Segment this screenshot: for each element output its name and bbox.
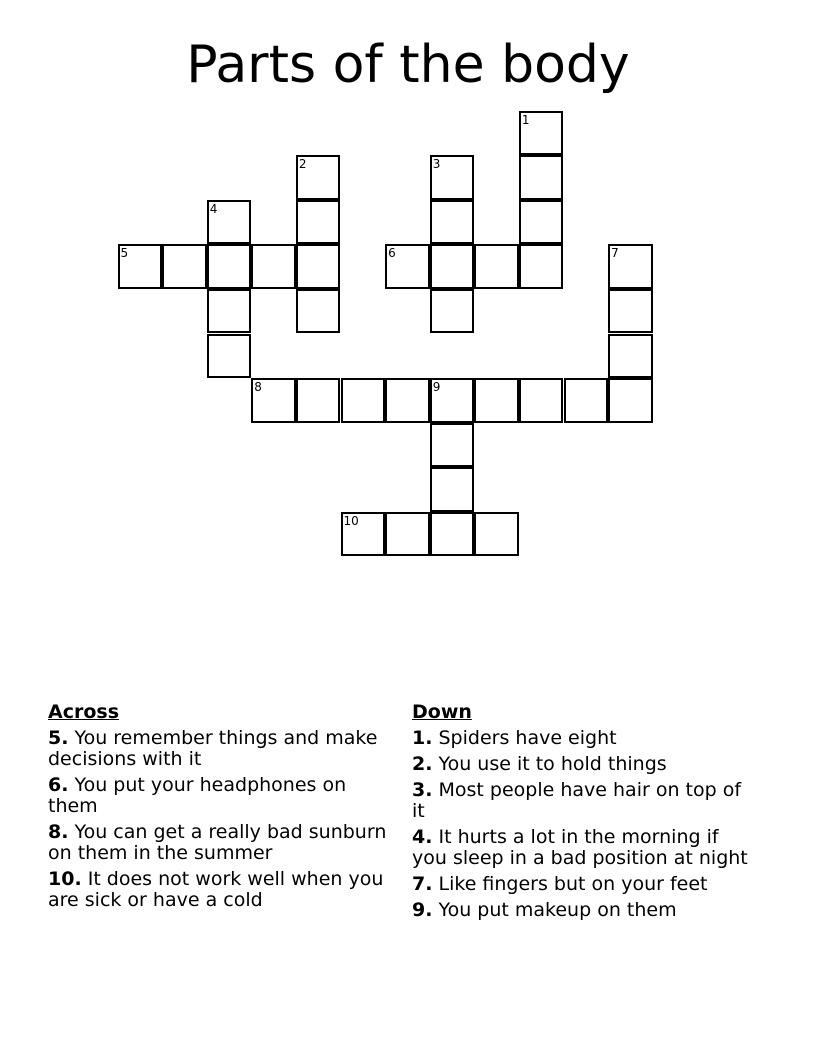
grid-cell[interactable] bbox=[519, 155, 564, 200]
grid-cell[interactable] bbox=[430, 200, 475, 245]
clue-text: Spiders have eight bbox=[438, 727, 617, 749]
grid-cell[interactable] bbox=[207, 289, 252, 334]
grid-cell[interactable] bbox=[430, 423, 475, 468]
clue-number: 9. bbox=[412, 899, 433, 921]
grid-cell[interactable] bbox=[118, 244, 163, 289]
grid-cell[interactable] bbox=[474, 512, 519, 557]
cell-number: 6 bbox=[388, 246, 396, 261]
across-clue bbox=[48, 822, 398, 864]
grid-cell[interactable] bbox=[162, 244, 207, 289]
grid-cell[interactable] bbox=[519, 111, 564, 156]
cell-number: 9 bbox=[432, 380, 441, 395]
clue-text: Most people have hair on top of it bbox=[412, 779, 742, 822]
cell-number: 1 bbox=[521, 112, 530, 127]
clue-number: 5. bbox=[48, 727, 69, 749]
across-heading: Across bbox=[48, 701, 120, 723]
grid-cell[interactable] bbox=[519, 244, 564, 289]
across-clues bbox=[48, 700, 398, 916]
down-clues bbox=[412, 700, 757, 926]
down-clue bbox=[412, 874, 757, 895]
clue-number: 3. bbox=[412, 779, 433, 801]
grid-cell[interactable] bbox=[385, 244, 430, 289]
grid-cell[interactable] bbox=[474, 244, 519, 289]
grid-cell[interactable] bbox=[430, 467, 475, 512]
grid-cell[interactable] bbox=[430, 155, 475, 200]
grid-cell[interactable] bbox=[608, 289, 653, 334]
clue-text: You put makeup on them bbox=[438, 899, 677, 921]
clue-number: 8. bbox=[48, 821, 69, 843]
grid-cell[interactable] bbox=[251, 244, 296, 289]
grid-cell[interactable] bbox=[341, 512, 386, 557]
down-clue bbox=[412, 900, 757, 921]
clue-text: It does not work well when you are sick or have a cold bbox=[48, 868, 384, 911]
grid-cell[interactable] bbox=[430, 378, 475, 423]
grid-cell[interactable] bbox=[519, 378, 564, 423]
clue-text: Like fingers but on your feet bbox=[438, 873, 708, 895]
grid-cell[interactable] bbox=[430, 244, 475, 289]
clue-text: You can get a really bad sunburn on them in the summer bbox=[48, 821, 387, 864]
across-clue bbox=[48, 775, 398, 817]
grid-cell[interactable] bbox=[430, 512, 475, 557]
cell-number: 8 bbox=[254, 380, 262, 395]
grid-cell[interactable] bbox=[207, 334, 252, 379]
grid-cell[interactable] bbox=[296, 155, 341, 200]
cell-number: 10 bbox=[343, 513, 359, 528]
grid-cell[interactable] bbox=[430, 289, 475, 334]
cell-number: 2 bbox=[298, 157, 307, 172]
grid-cell[interactable] bbox=[296, 289, 341, 334]
page-title: Parts of the body bbox=[186, 35, 630, 95]
grid-cell[interactable] bbox=[296, 244, 341, 289]
across-clue bbox=[48, 869, 398, 911]
clue-number: 1. bbox=[412, 727, 433, 749]
clue-number: 2. bbox=[412, 753, 433, 775]
clue-text: It hurts a lot in the morning if you sleep in a bad position at night bbox=[412, 826, 748, 869]
clue-number: 10. bbox=[48, 868, 82, 890]
grid-cell[interactable] bbox=[207, 244, 252, 289]
grid-cell[interactable] bbox=[296, 200, 341, 245]
grid-cell[interactable] bbox=[564, 378, 609, 423]
grid-cell[interactable] bbox=[608, 244, 653, 289]
clue-number: 7. bbox=[412, 873, 433, 895]
cell-number: 3 bbox=[432, 157, 441, 172]
grid-cell[interactable] bbox=[207, 200, 252, 245]
clue-number: 4. bbox=[412, 826, 433, 848]
down-clue bbox=[412, 827, 757, 869]
grid-cell[interactable] bbox=[385, 512, 430, 557]
clue-text: You use it to hold things bbox=[438, 753, 667, 775]
grid-cell[interactable] bbox=[474, 378, 519, 423]
cell-number: 4 bbox=[209, 201, 218, 216]
grid-cell[interactable] bbox=[519, 200, 564, 245]
grid-cell[interactable] bbox=[251, 378, 296, 423]
grid-cell[interactable] bbox=[296, 378, 341, 423]
clue-number: 6. bbox=[48, 774, 69, 796]
grid-cell[interactable] bbox=[608, 378, 653, 423]
down-clue bbox=[412, 780, 757, 822]
cell-number: 5 bbox=[120, 246, 129, 261]
down-clue bbox=[412, 754, 757, 775]
down-clue bbox=[412, 728, 757, 749]
across-clue bbox=[48, 728, 398, 770]
clue-text: You remember things and make decisions with it bbox=[48, 727, 378, 770]
grid-cell[interactable] bbox=[608, 334, 653, 379]
grid-cell[interactable] bbox=[341, 378, 386, 423]
grid-cell[interactable] bbox=[385, 378, 430, 423]
clue-text: You put your headphones on them bbox=[48, 774, 347, 817]
cell-number: 7 bbox=[611, 246, 619, 261]
down-heading: Down bbox=[412, 701, 472, 723]
